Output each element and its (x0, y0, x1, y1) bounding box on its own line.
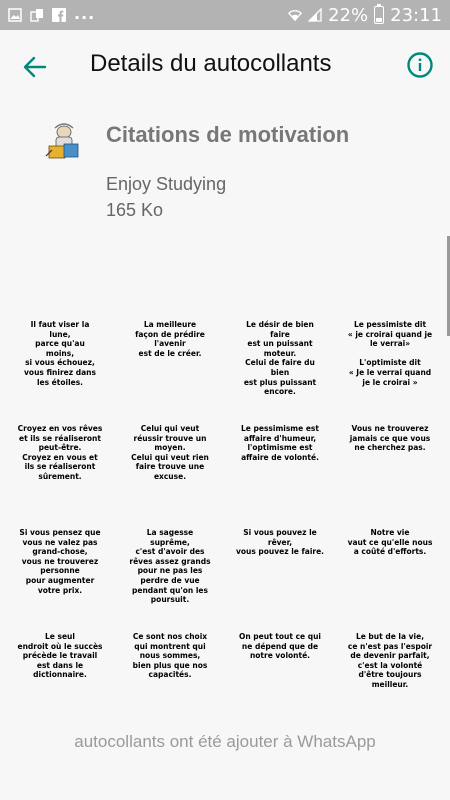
sticker-item[interactable] (10, 422, 110, 522)
back-button[interactable] (20, 52, 50, 82)
image-icon (8, 8, 22, 22)
sticker-item[interactable] (230, 422, 330, 522)
sticker-text: La sagesse suprême, c'est d'avoir des rêves assez grands pour ne pas les perdre de vue pendant qu'on les poursuit. (129, 528, 211, 605)
sticker-item[interactable] (340, 630, 440, 730)
battery-percentage: 22% (328, 4, 369, 26)
sticker-text: Celui qui veut réussir trouve un moyen. Celui qui veut rien faire trouve une excuse. (131, 424, 209, 481)
info-icon (405, 50, 435, 80)
more-notifications-dots: ... (74, 3, 96, 23)
sticker-text: Ce sont nos choix qui montrent qui nous sommes, bien plus que nos capacités. (132, 632, 208, 680)
sticker-text: Vous ne trouverez jamais ce que vous ne cherchez pas. (349, 424, 431, 453)
sticker-item[interactable] (120, 630, 220, 730)
sticker-text: Il faut viser la lune, parce qu'au moins, si vous échouez, vous finirez dans les étoiles. (24, 320, 96, 387)
page-title: Details du autocollants (90, 50, 332, 77)
sticker-item[interactable] (10, 526, 110, 626)
pack-size: 165 Ko (106, 200, 164, 220)
facebook-icon (52, 8, 66, 22)
sticker-text: La meilleure façon de prédire l'avenir est de le créer. (135, 320, 205, 358)
signal-icon (308, 8, 322, 22)
pack-tray-icon (40, 122, 86, 162)
info-button[interactable] (405, 50, 435, 80)
sticker-item[interactable] (10, 318, 110, 418)
pack-author: Enjoy Studying (106, 174, 227, 194)
sticker-item[interactable] (230, 318, 330, 418)
wifi-icon (288, 8, 302, 22)
sticker-item[interactable] (340, 318, 440, 418)
dual-sim-icon (30, 8, 44, 22)
sticker-text: Notre vie vaut ce qu'elle nous a coûté d'efforts. (347, 528, 433, 557)
sticker-text: Le désir de bien faire est un puissant moteur. Celui de faire du bien est plus puissant encore. (243, 320, 317, 397)
battery-icon (374, 6, 384, 24)
sticker-text: Le pessimisme est affaire d'humeur, l'optimisme est affaire de volonté. (241, 424, 319, 462)
sticker-grid (10, 318, 440, 730)
pack-name: Citations de motivation (106, 122, 350, 147)
status-bar (0, 0, 450, 30)
sticker-item[interactable] (230, 526, 330, 626)
sticker-text: Le seul endroit où le succès précède le travail est dans le dictionnaire. (17, 632, 103, 680)
sticker-item[interactable] (120, 422, 220, 522)
clock: 23:11 (390, 4, 442, 26)
app-bar (0, 30, 450, 102)
sticker-text: On peut tout ce qui ne dépend que de notre volonté. (238, 632, 321, 661)
sticker-item[interactable] (10, 630, 110, 730)
sticker-text: Le pessimiste dit « je croirai quand je le verrai» L'optimiste dit « Je le verrai quand je le croirai » (347, 320, 433, 387)
sticker-text: Le but de la vie, ce n'est pas l'espoir de devenir parfait, c'est la volonté d'être toujours meilleur. (347, 632, 433, 689)
sticker-text: Si vous pensez que vous ne valez pas grand-chose, vous ne trouverez personne pour augmenter votre prix. (19, 528, 101, 595)
added-to-whatsapp-message: autocollants ont été ajouter à WhatsApp (74, 732, 376, 751)
sticker-text: Si vous pouvez le rêver, vous pouvez le faire. (235, 528, 325, 557)
sticker-item[interactable] (340, 526, 440, 626)
sticker-item[interactable] (120, 318, 220, 418)
sticker-text: Croyez en vos rêves et ils se réaliseront peut-être. Croyez en vous et ils se réaliseront sûrement. (17, 424, 103, 481)
sticker-item[interactable] (120, 526, 220, 626)
arrow-left-icon (20, 52, 50, 82)
sticker-item[interactable] (230, 630, 330, 730)
sticker-item[interactable] (340, 422, 440, 522)
